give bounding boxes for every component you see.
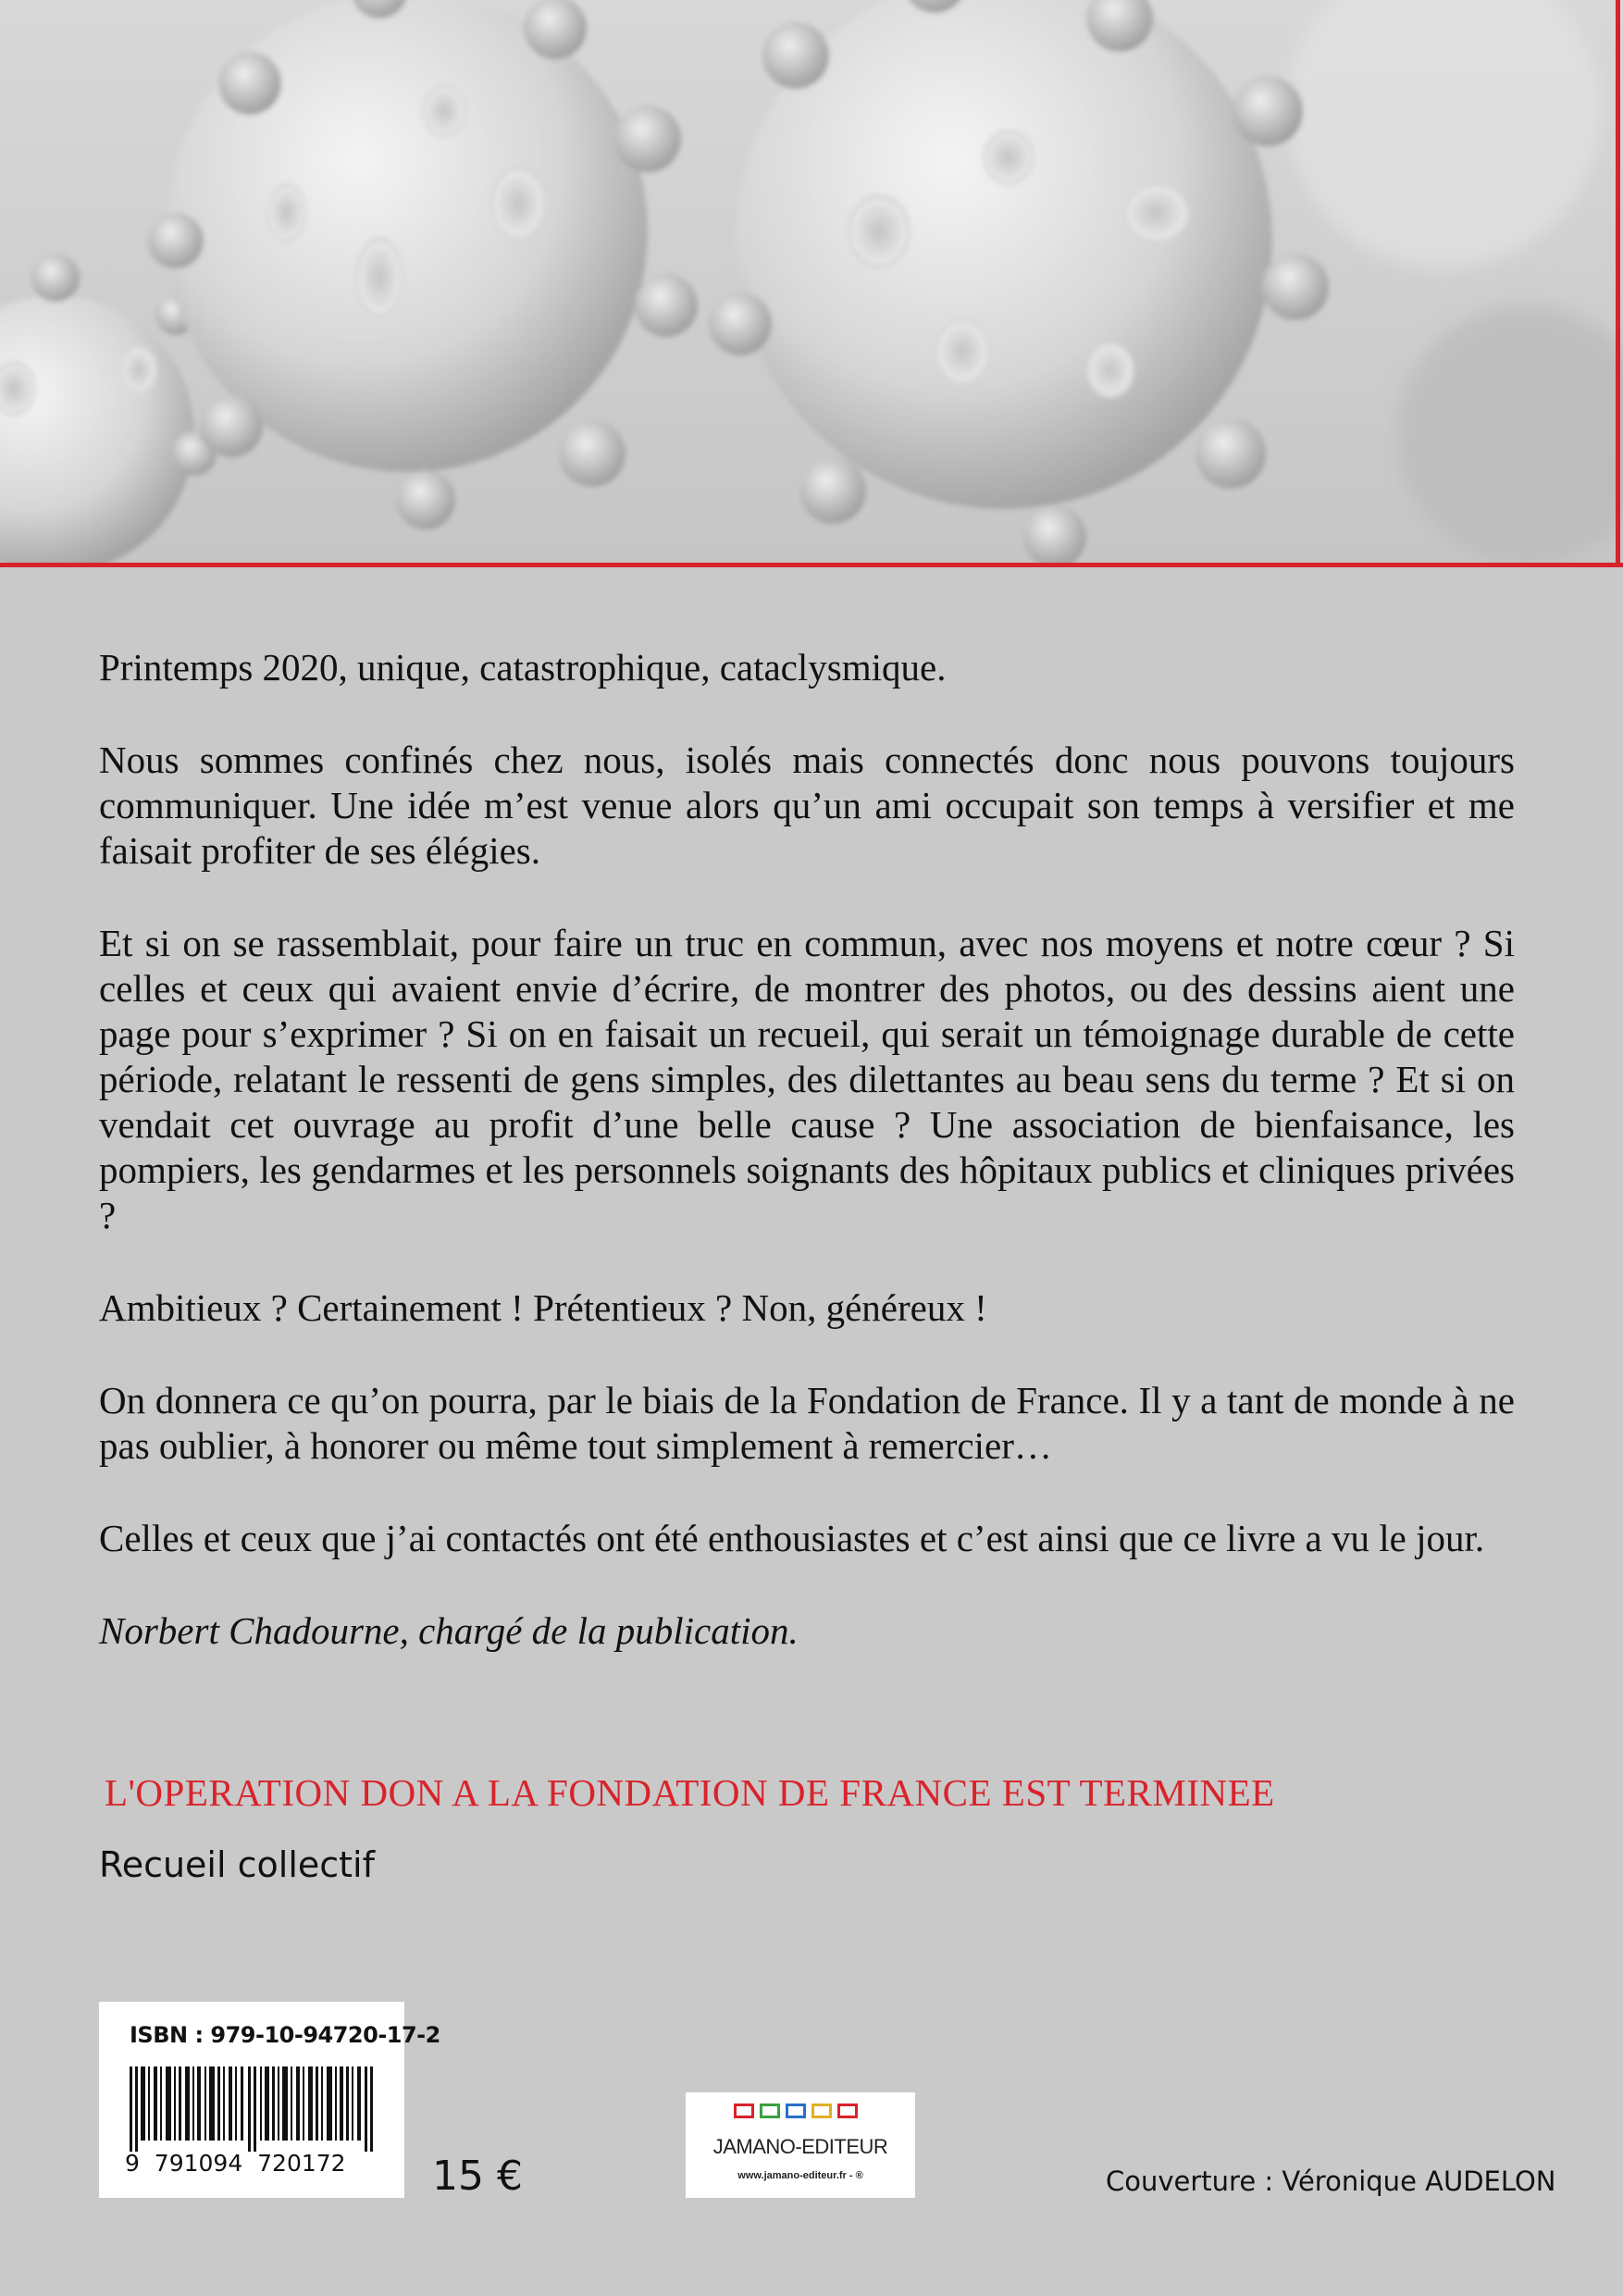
isbn-barcode: [99, 2002, 440, 2198]
square-green: [760, 2104, 780, 2118]
barcode-digits: 9 791094 720172: [125, 2150, 346, 2177]
publisher-url: [686, 2170, 915, 2181]
publisher-logo: [686, 2092, 915, 2198]
paragraph: Nous sommes confinés chez nous, isolés mais connectés donc nous pouvons toujours communiquer. Une idée m’est venue alors qu’un ami occupait son temps à versifier et me faisait profiter de ses élégies.: [99, 738, 1515, 872]
square-red: [837, 2104, 858, 2118]
paragraph: On donnera ce qu’on pourra, par le biais de la Fondation de France. Il y a tant de monde à ne pas oublier, à honorer ou même tout simplement à remercier…: [99, 1379, 1515, 1467]
registered-mark: - ®: [846, 2170, 863, 2181]
signature: Norbert Chadourne, chargé de la publication.: [99, 1609, 799, 1652]
red-divider-line: [0, 563, 1623, 567]
paragraph: Celles et ceux que j’ai contactés ont été enthousiastes et c’est ainsi que ce livre a vu le jour.: [99, 1517, 1485, 1559]
cover-image: [0, 0, 1623, 565]
publisher-squares-icon: [734, 2104, 858, 2118]
donation-notice: L'OPERATION DON A LA FONDATION DE FRANCE EST TERMINEE: [105, 1771, 1275, 1814]
coronavirus-illustration: [0, 0, 1623, 565]
red-frame-edge: [1616, 0, 1620, 567]
barcode-bars: [130, 2066, 379, 2152]
publisher-url-text: www.jamano-editeur.fr: [737, 2170, 847, 2181]
square-blue: [786, 2104, 806, 2118]
collection-label: Recueil collectif: [99, 1844, 375, 1885]
cover-credit: Couverture : Véronique AUDELON: [1106, 2166, 1556, 2197]
square-yellow: [812, 2104, 832, 2118]
isbn-number: ISBN : 979-10-94720-17-2: [130, 2022, 440, 2048]
paragraph: Printemps 2020, unique, catastrophique, cataclysmique.: [99, 646, 947, 689]
back-cover-text: [99, 645, 1515, 1701]
publisher-name: JAMANO-EDITEUR: [712, 2135, 888, 2158]
paragraph: Ambitieux ? Certainement ! Prétentieux ? Non, généreux !: [99, 1286, 987, 1329]
paragraph: Et si on se rassemblait, pour faire un truc en commun, avec nos moyens et notre cœur ? Si celles et ceux qui avaient envie d’écrire, de montrer des photos, ou des dessins aient une page pour s’exprimer ? Si on en faisait un recueil, qui serait un témoignage durable de cette période, relatant le ressenti de gens simples, des dilettantes au beau sens du terme ? Et si on vendait cet ouvrage au profit d’une belle cause ? Une association de bienfaisance, les pompiers, les gendarmes et les personnels soignants des hôpitaux publics et cliniques privées ?: [99, 922, 1515, 1236]
square-red: [734, 2104, 754, 2118]
price: 15 €: [432, 2153, 523, 2200]
